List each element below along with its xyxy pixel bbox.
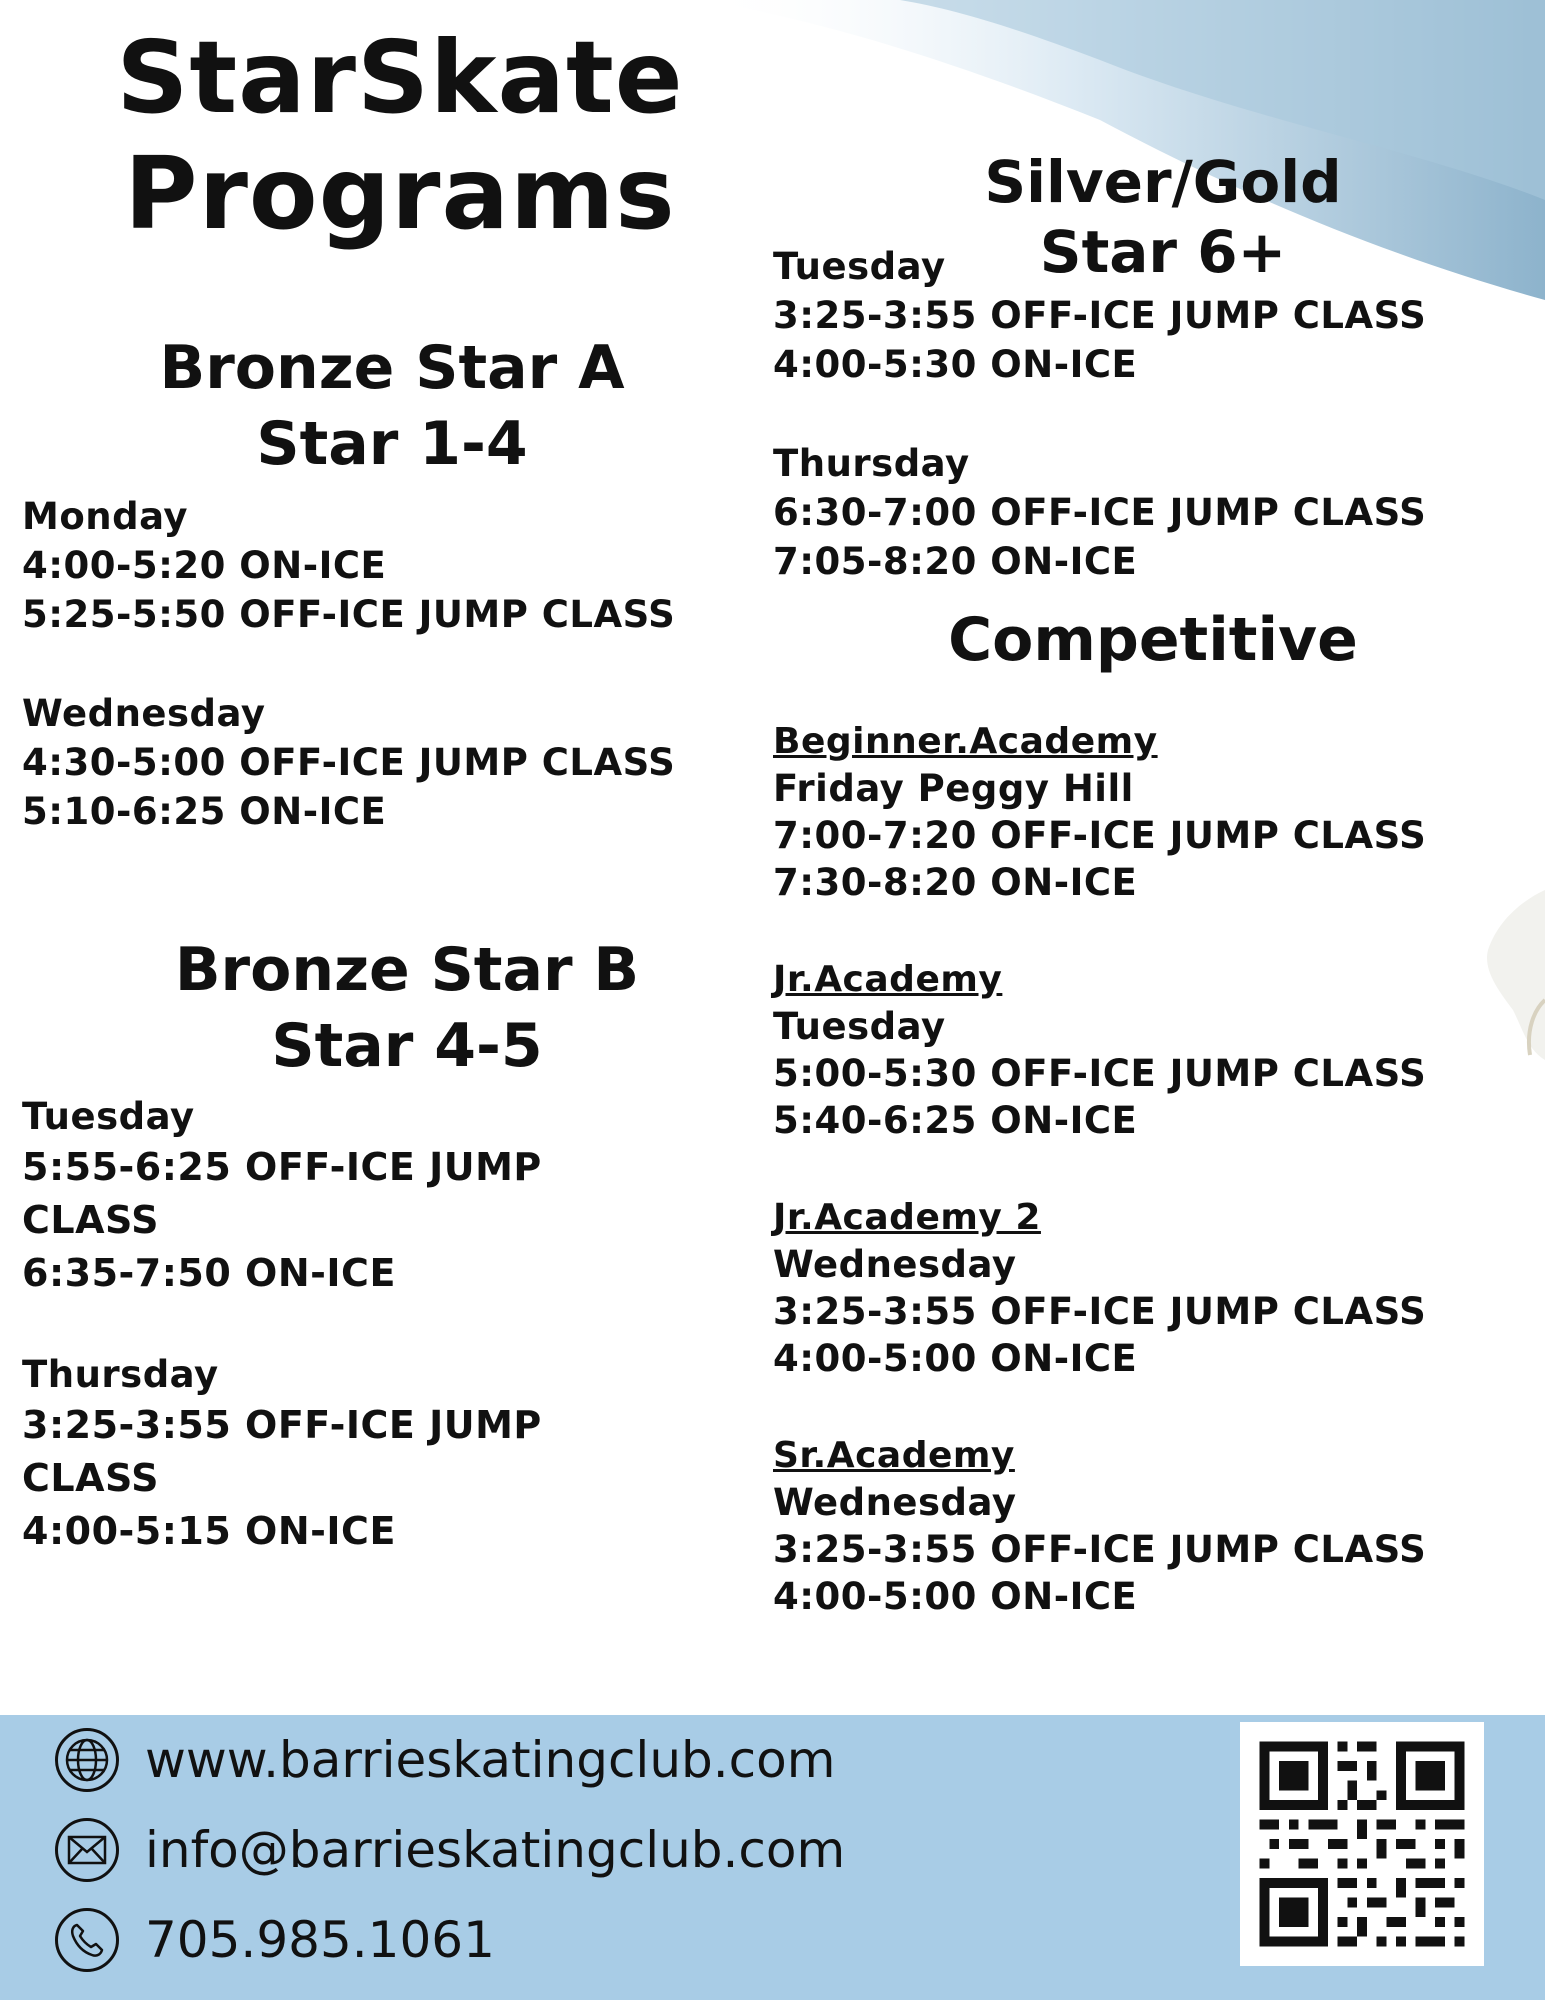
phone-row[interactable] (55, 1908, 495, 1972)
silver-gold-heading-line-1: Silver/Gold (984, 148, 1342, 216)
bronze-b-tuesday (22, 1092, 762, 1300)
qr-code[interactable] (1240, 1722, 1484, 1966)
bronze-a-wednesday (22, 689, 762, 836)
phone-number[interactable]: 705.985.1061 (145, 1911, 495, 1969)
website-link[interactable]: www.barrieskatingclub.com (145, 1731, 836, 1789)
schedule-line: 3:25-3:55 OFF-ICE JUMP CLASS (773, 1528, 1427, 1571)
schedule-line: CLASS (22, 1456, 160, 1500)
day-label: Tuesday (22, 1095, 195, 1138)
bronze-b-heading (22, 932, 792, 1084)
bronze-b-heading-line-1: Bronze Star B (174, 935, 640, 1005)
bronze-b-heading-line-2: Star 4-5 (271, 1011, 543, 1081)
day-label: Wednesday (773, 1243, 1017, 1286)
schedule-line: 4:00-5:00 ON-ICE (773, 1337, 1138, 1380)
schedule-line: 7:30-8:20 ON-ICE (773, 861, 1138, 904)
group-name: Sr.Academy (773, 1435, 1015, 1476)
schedule-line: 5:25-5:50 OFF-ICE JUMP CLASS (22, 593, 676, 636)
schedule-line: 7:00-7:20 OFF-ICE JUMP CLASS (773, 814, 1427, 857)
schedule-line: 5:40-6:25 ON-ICE (773, 1099, 1138, 1142)
day-label: Wednesday (22, 692, 266, 735)
schedule-line: 5:55-6:25 OFF-ICE JUMP (22, 1145, 542, 1189)
schedule-line: CLASS (22, 1198, 160, 1242)
skate-image (1468, 880, 1545, 1060)
schedule-line: 7:05-8:20 ON-ICE (773, 540, 1138, 583)
bronze-b-thursday (22, 1350, 762, 1558)
left-column (22, 330, 762, 1558)
schedule-line: 4:00-5:30 ON-ICE (773, 343, 1138, 386)
schedule-line: 3:25-3:55 OFF-ICE JUMP (22, 1403, 542, 1447)
day-label: Tuesday (773, 1005, 946, 1048)
day-label: Thursday (773, 442, 970, 485)
day-label: Monday (22, 495, 189, 538)
title-line-1: StarSkate (116, 19, 684, 136)
title-line-2: Programs (124, 135, 676, 252)
schedule-line: 4:00-5:15 ON-ICE (22, 1509, 396, 1553)
email-row[interactable] (55, 1818, 845, 1882)
schedule-line: 3:25-3:55 OFF-ICE JUMP CLASS (773, 1290, 1427, 1333)
globe-icon (55, 1728, 119, 1792)
schedule-line: 5:00-5:30 OFF-ICE JUMP CLASS (773, 1052, 1427, 1095)
competitive-group-jr-2 (773, 1194, 1513, 1382)
schedule-line: 3:25-3:55 OFF-ICE JUMP CLASS (773, 294, 1427, 337)
bronze-a-heading (22, 330, 762, 482)
day-label: Thursday (22, 1353, 219, 1396)
schedule-line: 4:00-5:20 ON-ICE (22, 544, 387, 587)
right-column (773, 140, 1513, 1620)
bronze-a-heading-line-2: Star 1-4 (256, 409, 528, 479)
competitive-group-jr (773, 956, 1513, 1144)
group-name: Jr.Academy (773, 959, 1003, 1000)
group-name: Beginner.Academy (773, 721, 1158, 762)
schedule-line: 4:00-5:00 ON-ICE (773, 1575, 1138, 1618)
day-label: Friday Peggy Hill (773, 767, 1134, 810)
competitive-group-sr (773, 1432, 1513, 1620)
silver-gold-thursday (773, 439, 1513, 586)
schedule-line: 6:30-7:00 OFF-ICE JUMP CLASS (773, 491, 1427, 534)
silver-gold-heading-line-2: Star 6+ (1039, 218, 1287, 286)
page-title (20, 20, 780, 252)
envelope-icon (55, 1818, 119, 1882)
schedule-line: 4:30-5:00 OFF-ICE JUMP CLASS (22, 741, 676, 784)
bronze-a-monday (22, 492, 762, 639)
bronze-a-heading-line-1: Bronze Star A (159, 333, 625, 403)
day-label: Wednesday (773, 1481, 1017, 1524)
competitive-group-beginner (773, 718, 1513, 906)
day-label: Tuesday (773, 245, 946, 288)
email-link[interactable]: info@barrieskatingclub.com (145, 1821, 846, 1879)
competitive-heading: Competitive (948, 605, 1358, 675)
group-name: Jr.Academy 2 (773, 1197, 1041, 1238)
schedule-line: 5:10-6:25 ON-ICE (22, 790, 387, 833)
schedule-line: 6:35-7:50 ON-ICE (22, 1251, 396, 1295)
website-row[interactable] (55, 1728, 835, 1792)
phone-icon (55, 1908, 119, 1972)
